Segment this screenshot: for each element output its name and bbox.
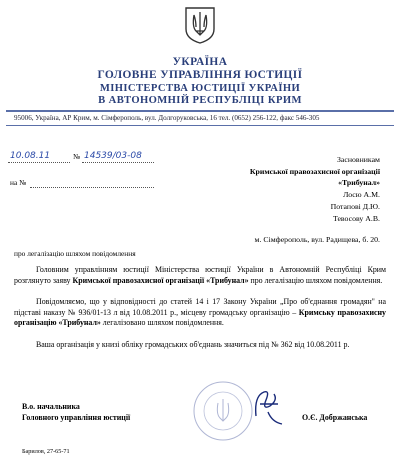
recipient-org: Кримської правозахисної організації: [249, 167, 380, 176]
signatory-department: Головного управління юстиції: [22, 413, 131, 422]
signatory-title: В.о. начальника: [22, 402, 80, 411]
body-paragraph-1: Головним управлінням юстиції Міністерства юстиції України в Автономній Республіці Крим розглянуто заяву Кримської правозахисної організації «Трибунал» про легалізацію шляхом повідомлення.: [14, 265, 386, 285]
recipient-org-name: «Трибунал»: [338, 178, 380, 187]
body-paragraph-2: Повідомляємо, що у відповідності до статей 14 і 17 Закону України „Про об'єднання громадян" на підставі наказу № 936/01-13 л від 10.08.2011 р., місцеву громадську організацію – Кримську правозахисну організацію «Трибунал» легалізовано шляхом повідомлення.: [14, 297, 386, 327]
reply-to-line: [30, 187, 154, 188]
number-label: №: [73, 152, 81, 161]
recipient-address: м. Сімферополь, вул. Радищева, б. 20.: [254, 235, 380, 244]
header-country: УКРАЇНА: [172, 56, 228, 68]
coat-of-arms-icon: [183, 5, 217, 45]
recipient-person-2: Потапові Д.Ю.: [330, 202, 380, 211]
reply-to-label: на №: [10, 178, 27, 187]
signature-scribble: [248, 386, 288, 428]
letter-date: 10.08.11: [10, 151, 51, 161]
letter-number: 14539/03-08: [84, 151, 142, 161]
recipient-label: Засновникам: [337, 155, 380, 164]
letter-subject: про легалізацію шляхом повідомлення: [14, 249, 136, 258]
signatory-name: О.Є. Добржанська: [302, 413, 368, 422]
header-region: В АВТОНОМНІЙ РЕСПУБЛІЦІ КРИМ: [98, 95, 302, 106]
body-paragraph-3: Ваша організація у книзі обліку громадських об'єднань значиться під № 362 від 10.08.2011 р.: [36, 340, 350, 349]
recipient-person-3: Тевосову А.В.: [333, 214, 380, 223]
header-address: 95006, Україна, АР Крим, м. Сімферополь, вул. Долгоруковська, 16 тел. (0652) 256-122, факс 546-305: [14, 114, 320, 122]
header-ministry: МІНІСТЕРСТВА ЮСТИЦІЇ УКРАЇНИ: [99, 83, 301, 94]
recipient-person-1: Лосю А.М.: [343, 190, 380, 199]
official-stamp: [192, 380, 254, 442]
executor-footer: Барилов, 27-65-71: [22, 448, 70, 455]
address-divider: [6, 125, 394, 126]
date-line: [8, 162, 70, 163]
header-directorate: ГОЛОВНЕ УПРАВЛІННЯ ЮСТИЦІЇ: [97, 69, 303, 81]
number-line: [82, 162, 154, 163]
header-divider: [6, 110, 394, 112]
